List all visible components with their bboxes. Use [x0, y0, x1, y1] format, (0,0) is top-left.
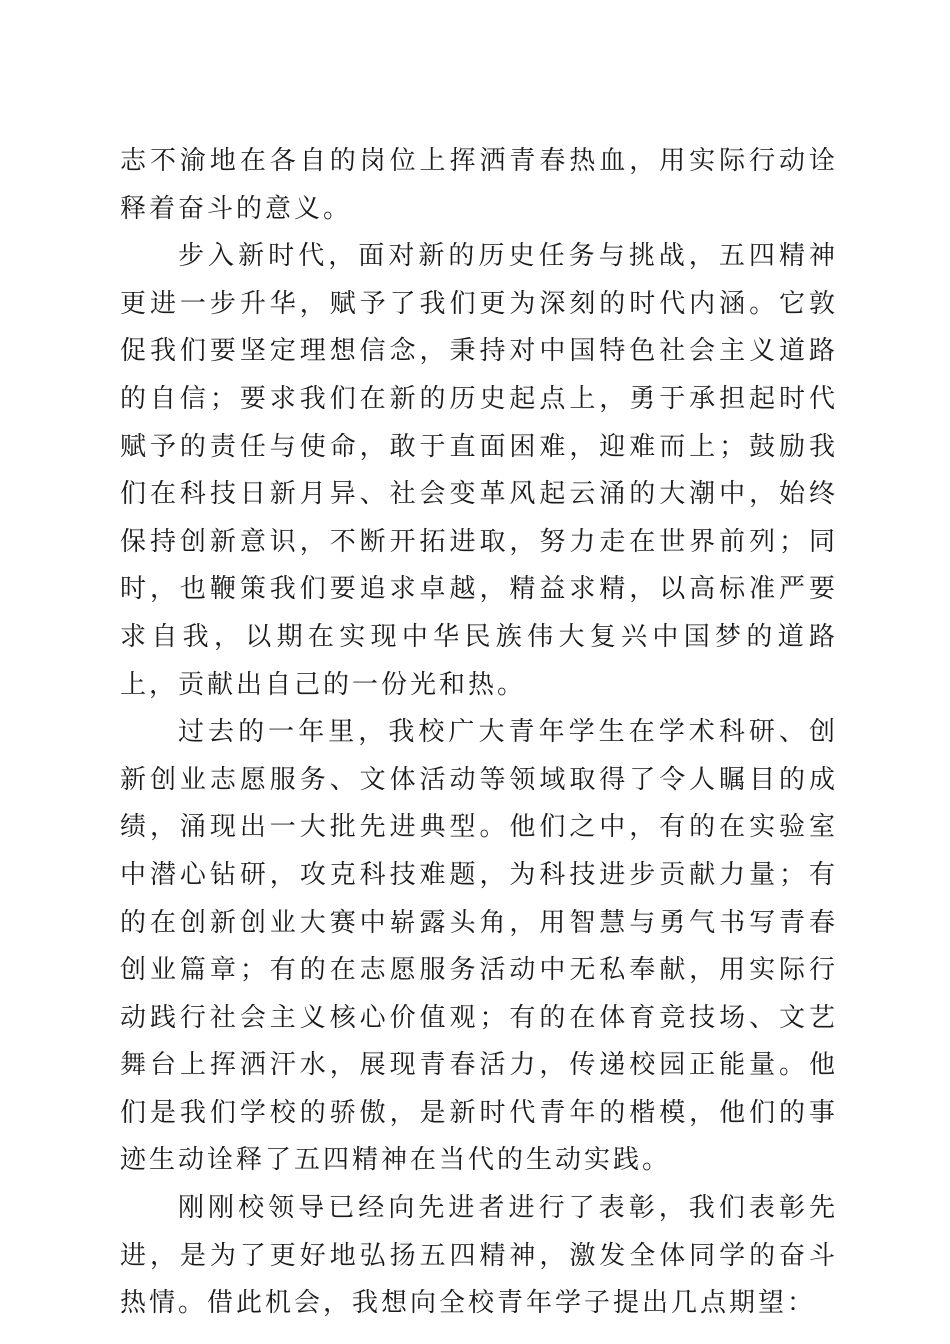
- paragraph-2: 步入新时代，面对新的历史任务与挑战，五四精神更进一步升华，赋予了我们更为深刻的时代内涵。它敦促我们要坚定理想信念，秉持对中国特色社会主义道路的自信；要求我们在新的历史起点上，勇于承担起时代赋予的责任与使命，敢于直面困难，迎难而上；鼓励我们在科技日新月异、社会变革风起云涌的大潮中，始终保持创新意识，不断开拓进取，努力走在世界前列；同时，也鞭策我们要追求卓越，精益求精，以高标准严要求自我，以期在实现中华民族伟大复兴中国梦的道路上，贡献出自己的一份光和热。: [120, 241, 838, 700]
- paragraph-1: 志不渝地在各自的岗位上挥洒青春热血，用实际行动诠释着奋斗的意义。: [120, 146, 838, 224]
- paragraph-4: 刚刚校领导已经向先进者进行了表彰，我们表彰先进，是为了更好地弘扬五四精神，激发全体同学的奋斗热情。借此机会，我想向全校青年学子提出几点期望：: [120, 1193, 838, 1319]
- document-body: [120, 138, 838, 1328]
- paragraph-3: 过去的一年里，我校广大青年学生在学术科研、创新创业志愿服务、文体活动等领域取得了令人瞩目的成绩，涌现出一大批先进典型。他们之中，有的在实验室中潜心钻研，攻克科技难题，为科技进步贡献力量；有的在创新创业大赛中崭露头角，用智慧与勇气书写青春创业篇章；有的在志愿服务活动中无私奉献，用实际行动践行社会主义核心价值观；有的在体育竞技场、文艺舞台上挥洒汗水，展现青春活力，传递校园正能量。他们是我们学校的骄傲，是新时代青年的楷模，他们的事迹生动诠释了五四精神在当代的生动实践。: [120, 717, 838, 1176]
